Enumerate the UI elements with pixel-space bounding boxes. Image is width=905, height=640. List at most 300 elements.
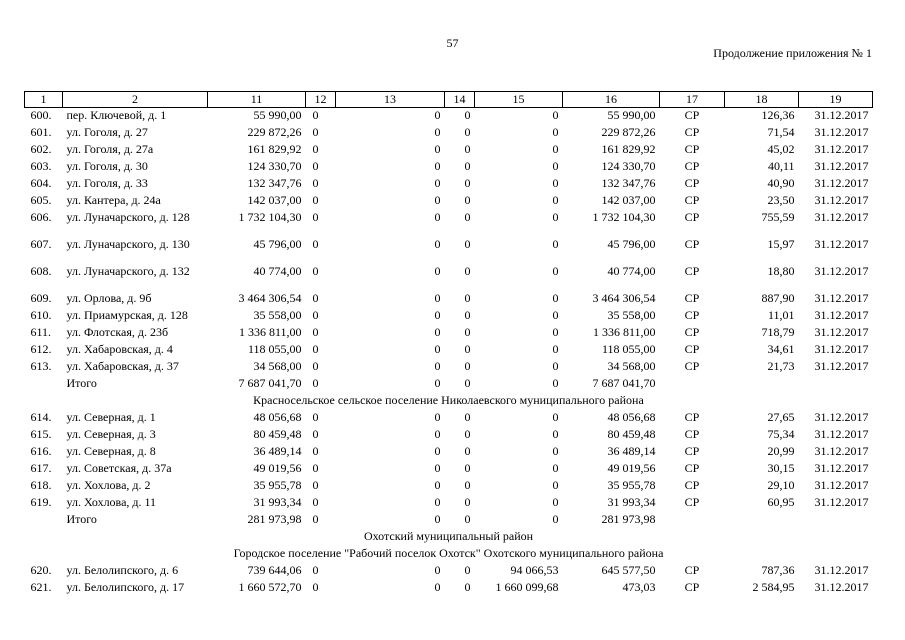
- cell-c11: 31 993,34: [253, 494, 302, 509]
- cell-c16: 80 459,48: [607, 426, 656, 441]
- column-header-18: 18: [725, 92, 799, 108]
- cell-c15: 0: [552, 443, 559, 458]
- cell-c17: СР: [684, 477, 700, 492]
- cell-c18: 30,15: [767, 460, 795, 475]
- cell-c13: 0: [434, 426, 441, 441]
- cell-c12: 0: [312, 290, 319, 305]
- cell-c13: 0: [434, 562, 441, 577]
- cell-c15: 0: [552, 108, 559, 122]
- cell-c16: 35 955,78: [607, 477, 656, 492]
- cell-c11: 49 019,56: [253, 460, 302, 475]
- cell-n: 619.: [30, 494, 52, 509]
- section-heading-row: [25, 393, 873, 410]
- table-row: [25, 291, 873, 308]
- cell-addr: ул. Советская, д. 37а: [66, 460, 172, 475]
- cell-c14: 0: [464, 579, 471, 594]
- cell-c11: 142 037,00: [247, 192, 302, 207]
- total-row: [25, 512, 873, 529]
- cell-c13: 0: [434, 375, 441, 390]
- section-heading: Городское поселение "Рабочий поселок Охотск" Охотского муниципального района: [233, 545, 664, 560]
- cell-c17: СР: [684, 236, 700, 251]
- cell-c12: 0: [312, 409, 319, 424]
- cell-c17: СР: [684, 460, 700, 475]
- cell-n: 607.: [30, 236, 52, 251]
- table-row: [25, 359, 873, 376]
- cell-c14: 0: [464, 358, 471, 373]
- cell-c16: 36 489,14: [607, 443, 656, 458]
- cell-c16: 473,03: [622, 579, 656, 594]
- cell-c16: 49 019,56: [607, 460, 656, 475]
- cell-c19: 31.12.2017: [814, 141, 869, 156]
- cell-c18: 21,73: [767, 358, 795, 373]
- cell-addr: ул. Северная, д. 8: [66, 443, 156, 458]
- cell-c12: 0: [312, 562, 319, 577]
- table-row: [25, 478, 873, 495]
- cell-c11: 229 872,26: [247, 124, 302, 139]
- table-row: [25, 125, 873, 142]
- cell-c15: 0: [552, 341, 559, 356]
- cell-c18: 40,90: [767, 175, 795, 190]
- cell-c16: 281 973,98: [601, 511, 656, 526]
- cell-c19: 31.12.2017: [814, 324, 869, 339]
- cell-c17: СР: [684, 409, 700, 424]
- column-header-1: 1: [25, 92, 63, 108]
- cell-c12: 0: [312, 263, 319, 278]
- cell-c15: 0: [552, 124, 559, 139]
- cell-c16: 48 056,68: [607, 409, 656, 424]
- cell-addr: ул. Приамурская, д. 128: [66, 307, 188, 322]
- cell-c17: СР: [684, 290, 700, 305]
- cell-c14: 0: [464, 341, 471, 356]
- cell-c18: 755,59: [761, 209, 795, 224]
- cell-n: 611.: [30, 324, 52, 339]
- cell-c12: 0: [312, 209, 319, 224]
- cell-c13: 0: [434, 108, 441, 122]
- cell-c17: СР: [684, 263, 700, 278]
- cell-c17: СР: [684, 108, 700, 122]
- cell-c19: 31.12.2017: [814, 426, 869, 441]
- cell-c18: 29,10: [767, 477, 795, 492]
- cell-n: 603.: [30, 158, 52, 173]
- cell-n: [25, 376, 63, 393]
- table-row: [25, 193, 873, 210]
- cell-n: 600.: [30, 108, 52, 122]
- cell-addr: ул. Хабаровская, д. 4: [66, 341, 173, 356]
- cell-c14: 0: [464, 192, 471, 207]
- cell-c13: 0: [434, 477, 441, 492]
- cell-c17: СР: [684, 341, 700, 356]
- cell-c14: 0: [464, 477, 471, 492]
- cell-c13: 0: [434, 494, 441, 509]
- cell-c12: 0: [312, 443, 319, 458]
- cell-c18: 23,50: [767, 192, 795, 207]
- cell-c19: 31.12.2017: [814, 477, 869, 492]
- cell-c19: 31.12.2017: [814, 358, 869, 373]
- cell-c18: 27,65: [767, 409, 795, 424]
- cell-c16: 132 347,76: [601, 175, 656, 190]
- cell-c13: 0: [434, 358, 441, 373]
- cell-c17: СР: [684, 562, 700, 577]
- cell-c17: СР: [684, 307, 700, 322]
- table-row: [25, 159, 873, 176]
- cell-c17: [660, 512, 725, 529]
- cell-addr: ул. Орлова, д. 9б: [66, 290, 152, 305]
- cell-c14: 0: [464, 209, 471, 224]
- cell-c14: 0: [464, 426, 471, 441]
- cell-c16: 645 577,50: [601, 562, 656, 577]
- cell-c12: 0: [312, 158, 319, 173]
- cell-c11: 124 330,70: [247, 158, 302, 173]
- cell-n: 616.: [30, 443, 52, 458]
- cell-c15: 0: [552, 375, 559, 390]
- cell-c11: 34 568,00: [253, 358, 302, 373]
- column-header-15: 15: [475, 92, 563, 108]
- cell-c13: 0: [434, 290, 441, 305]
- cell-c13: 0: [434, 307, 441, 322]
- cell-c19: 31.12.2017: [814, 494, 869, 509]
- cell-c11: 1 732 104,30: [238, 209, 302, 224]
- table-row: [25, 237, 873, 264]
- cell-c17: СР: [684, 158, 700, 173]
- cell-c19: 31.12.2017: [814, 579, 869, 594]
- cell-c15: 0: [552, 477, 559, 492]
- cell-c14: 0: [464, 409, 471, 424]
- cell-c15: 0: [552, 158, 559, 173]
- cell-c19: 31.12.2017: [814, 307, 869, 322]
- cell-c11: 45 796,00: [253, 236, 302, 251]
- cell-c13: 0: [434, 236, 441, 251]
- cell-c12: 0: [312, 192, 319, 207]
- appendix-continuation-label: Продолжение приложения № 1: [713, 46, 872, 60]
- cell-c14: 0: [464, 108, 471, 122]
- cell-c12: 0: [312, 307, 319, 322]
- cell-c11: 40 774,00: [253, 263, 302, 278]
- cell-addr: ул. Хохлова, д. 11: [66, 494, 157, 509]
- cell-c14: 0: [464, 460, 471, 475]
- cell-c18: 11,01: [767, 307, 795, 322]
- cell-c11: 281 973,98: [247, 511, 302, 526]
- cell-addr: ул. Луначарского, д. 130: [66, 236, 190, 251]
- cell-c15: 0: [552, 192, 559, 207]
- cell-n: [25, 512, 63, 529]
- cell-c15: 94 066,53: [510, 562, 559, 577]
- cell-c12: 0: [312, 426, 319, 441]
- table-row: [25, 563, 873, 580]
- cell-c17: СР: [684, 141, 700, 156]
- cell-c16: 7 687 041,70: [592, 375, 656, 390]
- cell-c17: СР: [684, 494, 700, 509]
- table-row: [25, 108, 873, 125]
- table-header: [25, 92, 873, 108]
- column-header-12: 12: [306, 92, 336, 108]
- cell-c14: 0: [464, 175, 471, 190]
- cell-c19: [799, 512, 873, 529]
- table-row: [25, 342, 873, 359]
- cell-c13: 0: [434, 175, 441, 190]
- cell-c13: 0: [434, 579, 441, 594]
- cell-addr: ул. Луначарского, д. 132: [66, 263, 190, 278]
- cell-c17: СР: [684, 124, 700, 139]
- cell-c19: 31.12.2017: [814, 175, 869, 190]
- cell-c12: 0: [312, 494, 319, 509]
- cell-c11: 80 459,48: [253, 426, 302, 441]
- cell-c12: 0: [312, 341, 319, 356]
- cell-c19: 31.12.2017: [814, 209, 869, 224]
- cell-c19: 31.12.2017: [814, 562, 869, 577]
- cell-c15: 0: [552, 324, 559, 339]
- cell-c12: 0: [312, 358, 319, 373]
- cell-n: 620.: [30, 562, 52, 577]
- cell-c14: 0: [464, 307, 471, 322]
- cell-c16: 3 464 306,54: [592, 290, 656, 305]
- cell-addr: ул. Гоголя, д. 33: [66, 175, 148, 190]
- total-row: [25, 376, 873, 393]
- cell-c16: 55 990,00: [607, 108, 656, 122]
- cell-c19: [799, 376, 873, 393]
- cell-c14: 0: [464, 511, 471, 526]
- cell-c15: 0: [552, 460, 559, 475]
- cell-c18: 2 584,95: [752, 579, 795, 594]
- header-row: [25, 92, 873, 108]
- cell-addr: ул. Гоголя, д. 27а: [66, 141, 154, 156]
- cell-addr: ул. Флотская, д. 23б: [66, 324, 169, 339]
- cell-c18: 18,80: [767, 263, 795, 278]
- cell-c18: 20,99: [767, 443, 795, 458]
- cell-c14: 0: [464, 290, 471, 305]
- cell-c14: 0: [464, 443, 471, 458]
- cell-addr: ул. Гоголя, д. 27: [66, 124, 148, 139]
- cell-c18: 126,36: [761, 108, 795, 122]
- cell-c17: СР: [684, 209, 700, 224]
- cell-c14: 0: [464, 494, 471, 509]
- cell-c18: 71,54: [767, 124, 795, 139]
- table-row: [25, 461, 873, 478]
- cell-n: 621.: [30, 579, 52, 594]
- cell-addr: ул. Луначарского, д. 128: [66, 209, 190, 224]
- cell-c13: 0: [434, 209, 441, 224]
- cell-c11: 1 336 811,00: [238, 324, 302, 339]
- cell-addr: ул. Белолипского, д. 17: [66, 579, 185, 594]
- cell-c19: 31.12.2017: [814, 460, 869, 475]
- cell-n: 610.: [30, 307, 52, 322]
- cell-c13: 0: [434, 460, 441, 475]
- cell-c11: 48 056,68: [253, 409, 302, 424]
- column-header-16: 16: [563, 92, 660, 108]
- cell-c11: 7 687 041,70: [238, 375, 302, 390]
- cell-c17: СР: [684, 579, 700, 594]
- cell-addr: ул. Северная, д. 3: [66, 426, 156, 441]
- cell-c15: 0: [552, 307, 559, 322]
- column-header-2: 2: [63, 92, 208, 108]
- cell-c16: 1 732 104,30: [592, 209, 656, 224]
- section-heading: Охотский муниципальный район: [363, 528, 534, 543]
- cell-c15: 0: [552, 263, 559, 278]
- table-row: [25, 495, 873, 512]
- cell-c18: [725, 376, 799, 393]
- cell-c18: 718,79: [761, 324, 795, 339]
- cell-c17: СР: [684, 426, 700, 441]
- cell-c11: 36 489,14: [253, 443, 302, 458]
- cell-c15: 0: [552, 426, 559, 441]
- cell-c18: 787,36: [761, 562, 795, 577]
- cell-c18: 34,61: [767, 341, 795, 356]
- cell-c14: 0: [464, 375, 471, 390]
- cell-c16: 31 993,34: [607, 494, 656, 509]
- cell-c13: 0: [434, 141, 441, 156]
- cell-c19: 31.12.2017: [814, 290, 869, 305]
- column-header-17: 17: [660, 92, 725, 108]
- cell-addr: пер. Ключевой, д. 1: [66, 108, 167, 122]
- table-row: [25, 427, 873, 444]
- cell-c12: 0: [312, 477, 319, 492]
- cell-c18: [725, 512, 799, 529]
- cell-c13: 0: [434, 324, 441, 339]
- cell-c18: 75,34: [767, 426, 795, 441]
- cell-n: 612.: [30, 341, 52, 356]
- cell-c13: 0: [434, 341, 441, 356]
- cell-c19: 31.12.2017: [814, 443, 869, 458]
- cell-c11: 35 558,00: [253, 307, 302, 322]
- table-row: [25, 210, 873, 237]
- cell-c18: 887,90: [761, 290, 795, 305]
- cell-c16: 124 330,70: [601, 158, 656, 173]
- cell-c17: [660, 376, 725, 393]
- cell-c15: 0: [552, 290, 559, 305]
- cell-c11: 1 660 572,70: [238, 579, 302, 594]
- cell-c11: 3 464 306,54: [238, 290, 302, 305]
- cell-n: 605.: [30, 192, 52, 207]
- cell-c16: 118 055,00: [601, 341, 656, 356]
- cell-c12: 0: [312, 511, 319, 526]
- cell-c19: 31.12.2017: [814, 341, 869, 356]
- cell-c16: 1 336 811,00: [592, 324, 656, 339]
- table-row: [25, 325, 873, 342]
- column-header-14: 14: [445, 92, 475, 108]
- cell-n: 613.: [30, 358, 52, 373]
- cell-c17: СР: [684, 443, 700, 458]
- cell-c18: 15,97: [767, 236, 795, 251]
- cell-n: 609.: [30, 290, 52, 305]
- cell-c14: 0: [464, 236, 471, 251]
- cell-c16: 142 037,00: [601, 192, 656, 207]
- cell-c18: 40,11: [767, 158, 795, 173]
- cell-addr: ул. Белолипского, д. 6: [66, 562, 179, 577]
- cell-c12: 0: [312, 175, 319, 190]
- cell-c15: 0: [552, 209, 559, 224]
- table-row: [25, 176, 873, 193]
- cell-n: 618.: [30, 477, 52, 492]
- cell-addr: ул. Кантера, д. 24а: [66, 192, 161, 207]
- table-row: [25, 444, 873, 461]
- cell-addr: Итого: [66, 511, 97, 526]
- cell-c18: 60,95: [767, 494, 795, 509]
- cell-c14: 0: [464, 141, 471, 156]
- cell-c14: 0: [464, 263, 471, 278]
- cell-c15: 0: [552, 141, 559, 156]
- cell-c14: 0: [464, 124, 471, 139]
- cell-c11: 55 990,00: [253, 108, 302, 122]
- cell-c15: 0: [552, 511, 559, 526]
- cell-c16: 34 568,00: [607, 358, 656, 373]
- cell-c13: 0: [434, 124, 441, 139]
- cell-c13: 0: [434, 192, 441, 207]
- table-row: [25, 580, 873, 597]
- cell-c12: 0: [312, 579, 319, 594]
- cell-c17: СР: [684, 175, 700, 190]
- cell-c12: 0: [312, 236, 319, 251]
- table-row: [25, 410, 873, 427]
- cell-c14: 0: [464, 158, 471, 173]
- cell-c12: 0: [312, 124, 319, 139]
- cell-c19: 31.12.2017: [814, 124, 869, 139]
- cell-c15: 0: [552, 409, 559, 424]
- table-body: [25, 108, 873, 597]
- cell-c19: 31.12.2017: [814, 236, 869, 251]
- table-row: [25, 264, 873, 291]
- cell-c12: 0: [312, 460, 319, 475]
- cell-c15: 0: [552, 175, 559, 190]
- cell-c11: 161 829,92: [247, 141, 302, 156]
- cell-c19: 31.12.2017: [814, 158, 869, 173]
- cell-c16: 35 558,00: [607, 307, 656, 322]
- cell-c14: 0: [464, 562, 471, 577]
- column-header-11: 11: [208, 92, 306, 108]
- cell-c16: 161 829,92: [601, 141, 656, 156]
- column-header-13: 13: [336, 92, 445, 108]
- cell-c14: 0: [464, 324, 471, 339]
- cell-c19: 31.12.2017: [814, 192, 869, 207]
- cell-c15: 0: [552, 494, 559, 509]
- cell-c13: 0: [434, 511, 441, 526]
- cell-c12: 0: [312, 108, 319, 122]
- cell-c16: 45 796,00: [607, 236, 656, 251]
- cell-c19: 31.12.2017: [814, 108, 869, 122]
- cell-c19: 31.12.2017: [814, 263, 869, 278]
- cell-addr: Итого: [66, 375, 97, 390]
- table-row: [25, 142, 873, 159]
- page-number: 57: [446, 36, 459, 50]
- cell-addr: ул. Хабаровская, д. 37: [66, 358, 179, 373]
- cell-c12: 0: [312, 141, 319, 156]
- cell-c13: 0: [434, 158, 441, 173]
- cell-c13: 0: [434, 263, 441, 278]
- cell-c15: 0: [552, 358, 559, 373]
- cell-c11: 739 644,06: [247, 562, 302, 577]
- cell-c15: 1 660 099,68: [495, 579, 559, 594]
- cell-addr: ул. Северная, д. 1: [66, 409, 156, 424]
- register-table: [24, 91, 873, 597]
- column-header-19: 19: [799, 92, 873, 108]
- cell-n: 604.: [30, 175, 52, 190]
- section-heading-row: [25, 546, 873, 563]
- cell-c17: СР: [684, 192, 700, 207]
- cell-c13: 0: [434, 409, 441, 424]
- cell-n: 602.: [30, 141, 52, 156]
- section-heading-row: [25, 529, 873, 546]
- section-heading: Красносельское сельское поселение Николаевского муниципального района: [253, 392, 644, 407]
- cell-c16: 40 774,00: [607, 263, 656, 278]
- cell-n: 606.: [30, 209, 52, 224]
- cell-n: 614.: [30, 409, 52, 424]
- cell-c11: 35 955,78: [253, 477, 302, 492]
- cell-c17: СР: [684, 358, 700, 373]
- cell-c12: 0: [312, 375, 319, 390]
- table-row: [25, 308, 873, 325]
- cell-n: 615.: [30, 426, 52, 441]
- cell-c13: 0: [434, 443, 441, 458]
- cell-c18: 45,02: [767, 141, 795, 156]
- cell-c11: 118 055,00: [247, 341, 302, 356]
